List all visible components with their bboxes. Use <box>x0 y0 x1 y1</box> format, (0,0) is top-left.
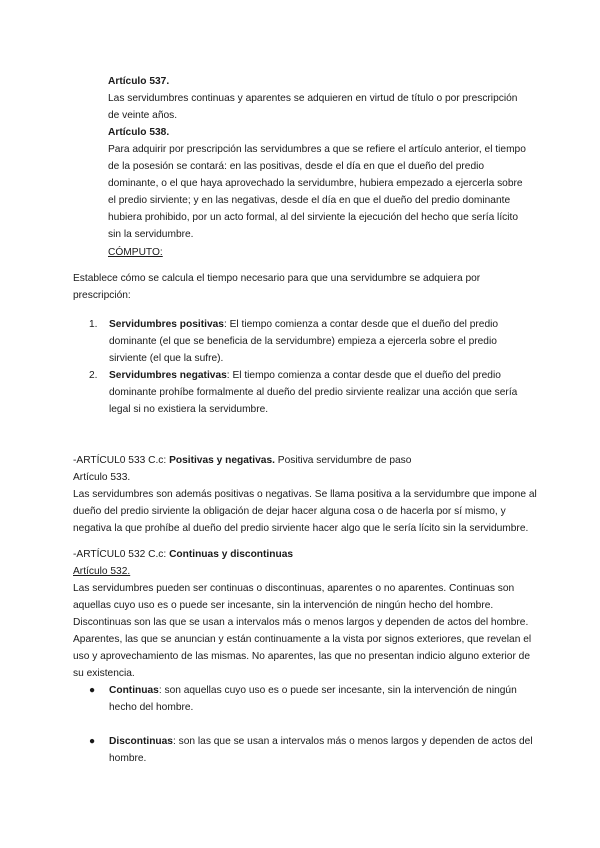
sec532-text: Las servidumbres pueden ser continuas o discontinuas, aparentes o no aparentes. Continuas son aquellas cuyo uso es o puede ser incesante, sin la intervención de ningún hecho del hombre. Discontinuas son las que se usan a intervalos más o menos largos y dependen de actos del hombre. Aparentes, las que se anuncian y están continuamente a la vista por signos exteriores, que revelan el uso y aprovechamiento de las mismas. No aparentes, las que no presentan indicio alguno exterior de su existencia. <box>73 583 532 679</box>
section-532 <box>73 546 543 767</box>
list-item <box>73 682 543 716</box>
computo-intro: Establece cómo se calcula el tiempo necesario para que una servidumbre se adquiera por prescripción: <box>73 273 481 301</box>
sec533-topic: Positivas y negativas. <box>169 455 275 466</box>
art537-text: Las servidumbres continuas y aparentes se adquieren en virtud de título o por prescripción de veinte años. <box>108 93 518 121</box>
sec532-heading: Artículo 532. <box>73 566 131 577</box>
computo-list <box>73 316 533 418</box>
bullet-term: Continuas <box>109 685 159 696</box>
sec532-bullets <box>73 682 543 767</box>
list-item-text: : El tiempo comienza a contar desde que el dueño del predio dominante (el que se beneficia de la servidumbre) empieza a ejercerla sobre el predio sirviente (el que la sufre). <box>109 319 499 364</box>
sec533-title <box>73 452 543 469</box>
sec533-heading: Artículo 533. <box>73 472 131 483</box>
bullet-text: : son las que se usan a intervalos más o menos largos y dependen de actos del hombre. <box>109 736 533 764</box>
list-item <box>73 316 533 367</box>
list-item-term: Servidumbres negativas <box>109 370 227 381</box>
computo-title: CÓMPUTO: <box>108 247 163 258</box>
sec532-title <box>73 546 543 563</box>
list-number: 1. <box>89 319 98 330</box>
art538-heading: Artículo 538. <box>108 127 170 138</box>
list-item-term: Servidumbres positivas <box>109 319 224 330</box>
sec532-ref: -ARTÍCUL0 532 C.c: <box>73 549 170 560</box>
list-number: 2. <box>89 370 98 381</box>
sec532-topic: Continuas y discontinuas <box>169 549 294 560</box>
sec533-subtitle: Positiva servidumbre de paso <box>274 455 412 466</box>
art538-text: Para adquirir por prescripción las servidumbres a que se refiere el artículo anterior, el tiempo de la posesión se contará: en las positivas, desde el día en que el dueño del predio dominante, o el que haya aprovechado la servidumbre, hubiera empezado a ejercerla sobre el predio sirviente; y en las negativas, desde el día en que el dueño del predio dominante hubiera prohibido, por un acto formal, al del sirviente la ejecución del hecho que sería lícito sin la servidumbre. <box>108 144 526 240</box>
art537-heading: Artículo 537. <box>108 76 170 87</box>
bullet-icon: ● <box>89 685 96 696</box>
list-item <box>73 367 533 418</box>
list-spacer <box>73 716 543 733</box>
bullet-term: Discontinuas <box>109 736 173 747</box>
list-item <box>73 733 543 767</box>
bullet-text: : son aquellas cuyo uso es o puede ser incesante, sin la intervención de ningún hecho del hombre. <box>109 685 517 713</box>
bullet-icon: ● <box>89 736 96 747</box>
sec533-text: Las servidumbres son además positivas o negativas. Se llama positiva a la servidumbre que impone al dueño del predio sirviente la obligación de dejar hacer alguna cosa o de hacerla por sí mismo, y negativa la que prohíbe al dueño del predio sirviente hacer algo que le sería lícito sin la servidumbre. <box>73 489 537 534</box>
section-533 <box>73 452 543 537</box>
articles-537-538 <box>108 73 528 243</box>
list-item-text: : El tiempo comienza a contar desde que el dueño del predio dominante prohíbe formalmente al dueño del predio sirviente realizar una acción que sería legal si no existiera la servidumbre. <box>109 370 518 415</box>
sec533-ref: -ARTÍCUL0 533 C.c: <box>73 455 170 466</box>
